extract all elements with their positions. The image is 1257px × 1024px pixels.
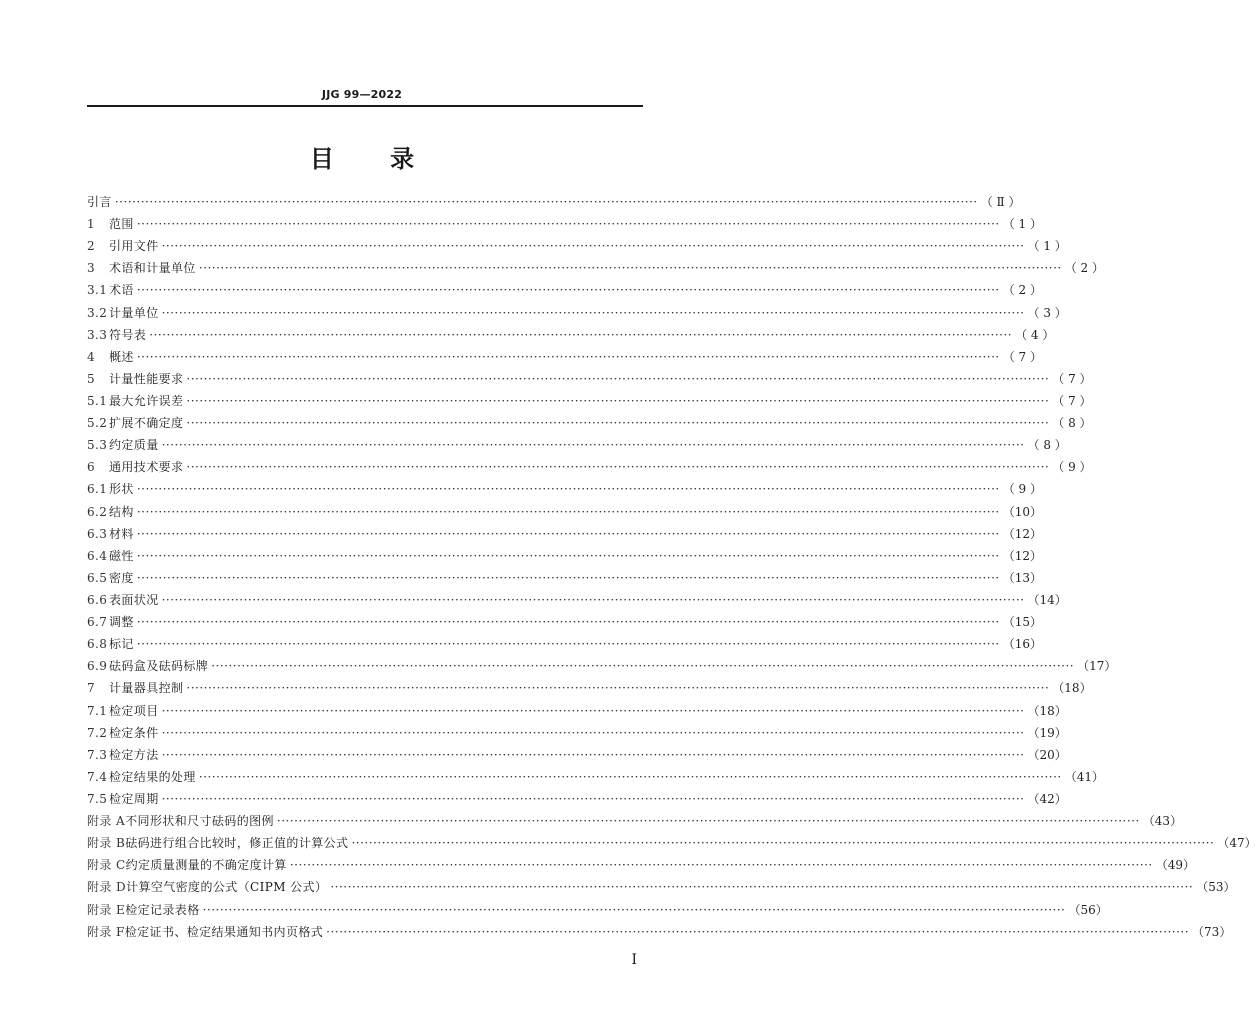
toc-dot-leader: ········································································································································································································	[186, 393, 1050, 408]
toc-entry-number: 2	[87, 239, 96, 254]
document-code: JJG 99—2022	[321, 88, 403, 101]
toc-entry-page: （42）	[1027, 791, 1067, 806]
toc-entry-label: 标记	[109, 637, 134, 652]
toc-entry-label: 砝码进行组合比较时，修正值的计算公式	[125, 836, 349, 851]
toc-entry-title	[87, 677, 183, 699]
toc-entry[interactable]	[87, 501, 1042, 523]
toc-entry-title	[87, 191, 112, 213]
header-rule	[87, 105, 643, 107]
toc-entry-title	[87, 589, 159, 611]
toc-entry-page: （13）	[1002, 570, 1042, 585]
toc-dot-leader: ········································································································································································································	[136, 349, 1000, 364]
toc-dot-leader: ········································································································································································································	[136, 482, 1000, 497]
toc-entry-label: 结构	[109, 504, 134, 519]
toc-dot-leader: ········································································································································································································	[161, 747, 1025, 762]
toc-entry-number: 6.9	[87, 659, 108, 674]
toc-entry-title	[87, 501, 134, 523]
toc-entry-number: 6.6	[87, 592, 108, 607]
toc-entry-title	[87, 633, 134, 655]
toc-entry[interactable]	[87, 257, 1104, 279]
toc-entry-page: （19）	[1027, 725, 1067, 740]
toc-entry-title	[87, 876, 327, 898]
toc-entry-label: 最大允许误差	[109, 393, 184, 408]
toc-dot-leader: ········································································································································································································	[136, 526, 1000, 541]
toc-entry-label: 引言	[87, 195, 112, 209]
toc-dot-leader: ········································································································································································································	[326, 924, 1190, 939]
toc-dot-leader: ········································································································································································································	[211, 659, 1075, 674]
table-of-contents	[87, 191, 1257, 943]
toc-entry[interactable]	[87, 302, 1067, 324]
toc-entry-title	[87, 766, 196, 788]
toc-entry-title	[87, 810, 274, 832]
toc-entry-number: 6	[87, 460, 96, 475]
toc-entry[interactable]	[87, 456, 1092, 478]
toc-entry-page: （10）	[1002, 504, 1042, 519]
toc-entry[interactable]	[87, 766, 1104, 788]
toc-entry[interactable]	[87, 279, 1042, 301]
toc-dot-leader: ········································································································································································································	[136, 548, 1000, 563]
toc-entry-page: （47）	[1217, 836, 1257, 851]
toc-entry[interactable]	[87, 390, 1092, 412]
toc-entry[interactable]	[87, 324, 1055, 346]
toc-entry-title	[87, 456, 183, 478]
toc-dot-leader: ········································································································································································································	[351, 836, 1215, 851]
toc-entry-page: （43）	[1142, 814, 1183, 829]
toc-entry-title	[87, 302, 159, 324]
toc-entry-label: 材料	[109, 526, 134, 541]
toc-entry[interactable]	[87, 213, 1042, 235]
toc-entry-label: 计量器具控制	[109, 681, 184, 696]
toc-entry[interactable]	[87, 611, 1042, 633]
toc-entry-number: 7.2	[87, 725, 108, 740]
toc-entry-page: （18）	[1052, 681, 1092, 696]
toc-entry[interactable]	[87, 854, 1195, 876]
toc-dot-leader: ········································································································································································································	[276, 814, 1140, 829]
toc-entry[interactable]	[87, 523, 1042, 545]
toc-entry-title	[87, 279, 134, 301]
toc-dot-leader: ········································································································································································································	[161, 703, 1025, 718]
toc-entry-number: 1	[87, 217, 96, 232]
toc-entry-label: 检定项目	[109, 703, 159, 718]
toc-entry-page: （ 2 ）	[1064, 261, 1104, 276]
toc-entry-label: 符号表	[109, 327, 147, 342]
toc-entry[interactable]	[87, 545, 1042, 567]
toc-entry-page: （12）	[1002, 526, 1042, 541]
toc-entry-number: 7	[87, 681, 96, 696]
toc-entry-label: 检定条件	[109, 725, 159, 740]
toc-entry-number: 4	[87, 349, 96, 364]
toc-dot-leader: ········································································································································································································	[161, 239, 1025, 254]
toc-entry-label: 砝码盒及砝码标牌	[109, 659, 209, 674]
toc-dot-leader: ········································································································································································································	[161, 592, 1025, 607]
toc-dot-leader: ········································································································································································································	[161, 438, 1025, 453]
toc-entry-title	[87, 368, 183, 390]
toc-entry-title	[87, 434, 159, 456]
toc-entry-number: 7.5	[87, 791, 108, 806]
toc-entry-page: （56）	[1068, 902, 1108, 917]
toc-dot-leader: ········································································································································································································	[136, 283, 1000, 298]
toc-entry-page: （ 8 ）	[1052, 416, 1092, 431]
toc-entry-number: 附录 D	[87, 880, 127, 895]
toc-entry-title	[87, 722, 159, 744]
toc-dot-leader: ········································································································································································································	[149, 327, 1013, 342]
toc-entry-number: 3.1	[87, 283, 108, 298]
toc-entry-number: 5	[87, 371, 96, 386]
toc-entry[interactable]	[87, 899, 1108, 921]
toc-dot-leader: ········································································································································································································	[161, 305, 1025, 320]
toc-entry-number: 7.4	[87, 769, 108, 784]
toc-entry-title	[87, 744, 159, 766]
toc-entry-label: 不同形状和尺寸砝码的图例	[125, 814, 274, 829]
toc-entry-number: 附录 E	[87, 902, 126, 917]
toc-entry-title	[87, 545, 134, 567]
toc-entry-label: 表面状况	[109, 592, 159, 607]
toc-entry-title	[87, 788, 159, 810]
toc-entry[interactable]	[87, 589, 1067, 611]
toc-entry-number: 6.7	[87, 615, 108, 630]
toc-entry[interactable]	[87, 633, 1042, 655]
toc-entry-label: 检定方法	[109, 747, 159, 762]
toc-entry-page: （41）	[1064, 769, 1104, 784]
toc-entry-number: 5.1	[87, 393, 108, 408]
toc-entry[interactable]	[87, 921, 1232, 943]
toc-entry-page: （ 2 ）	[1002, 283, 1042, 298]
toc-entry-number: 6.3	[87, 526, 108, 541]
toc-entry-page: （ Ⅱ ）	[980, 195, 1021, 209]
toc-entry[interactable]	[87, 876, 1236, 898]
toc-entry-label: 约定质量测量的不确定度计算	[125, 858, 287, 873]
toc-entry-label: 计算空气密度的公式（CIPM 公式）	[126, 880, 328, 895]
toc-entry-label: 通用技术要求	[109, 460, 184, 475]
toc-entry-title	[87, 390, 183, 412]
toc-entry[interactable]	[87, 744, 1067, 766]
toc-entry-number: 7.1	[87, 703, 108, 718]
toc-entry-title	[87, 655, 208, 677]
toc-entry-page: （12）	[1002, 548, 1042, 563]
toc-dot-leader: ········································································································································································································	[136, 615, 1000, 630]
toc-dot-leader: ········································································································································································································	[289, 858, 1153, 873]
toc-entry-label: 磁性	[109, 548, 134, 563]
toc-entry-number: 5.2	[87, 416, 108, 431]
toc-entry-number: 附录 F	[87, 924, 125, 939]
toc-entry-page: （ 3 ）	[1027, 305, 1067, 320]
toc-entry-page: （73）	[1192, 924, 1232, 939]
toc-entry[interactable]	[87, 700, 1067, 722]
toc-entry-label: 检定记录表格	[125, 902, 200, 917]
toc-entry-page: （17）	[1077, 659, 1117, 674]
toc-entry-label: 计量性能要求	[109, 371, 184, 386]
toc-entry-number: 6.2	[87, 504, 108, 519]
toc-entry-page: （53）	[1196, 880, 1236, 895]
toc-entry-number: 6.5	[87, 570, 108, 585]
toc-entry-number: 5.3	[87, 438, 108, 453]
toc-entry-page: （ 7 ）	[1052, 371, 1092, 386]
toc-entry[interactable]	[87, 235, 1067, 257]
toc-entry[interactable]	[87, 788, 1067, 810]
toc-entry-label: 引用文件	[109, 239, 159, 254]
page-title: 目 录	[309, 145, 415, 173]
toc-entry-title	[87, 478, 134, 500]
toc-entry-title	[87, 832, 348, 854]
toc-entry-number: 附录 A	[87, 814, 126, 829]
toc-entry-number: 附录 B	[87, 836, 126, 851]
toc-entry-number: 7.3	[87, 747, 108, 762]
toc-entry-page: （16）	[1002, 637, 1042, 652]
toc-entry-label: 范围	[109, 217, 134, 232]
toc-entry-title	[87, 854, 287, 876]
toc-dot-leader: ········································································································································································································	[136, 217, 1000, 232]
toc-dot-leader: ········································································································································································································	[198, 769, 1062, 784]
toc-entry-label: 术语和计量单位	[109, 261, 196, 276]
toc-entry-title	[87, 700, 159, 722]
toc-entry-page: （ 4 ）	[1015, 327, 1055, 342]
toc-entry-label: 形状	[109, 482, 134, 497]
toc-entry-title	[87, 921, 323, 943]
toc-entry-label: 概述	[109, 349, 134, 364]
toc-entry-page: （ 7 ）	[1052, 393, 1092, 408]
toc-entry-title	[87, 567, 134, 589]
toc-entry[interactable]	[87, 677, 1092, 699]
toc-entry[interactable]	[87, 567, 1042, 589]
toc-entry-page: （ 8 ）	[1027, 438, 1067, 453]
toc-entry-page: （18）	[1027, 703, 1067, 718]
toc-entry-number: 6.8	[87, 637, 108, 652]
page-number: I	[631, 952, 637, 968]
toc-dot-leader: ········································································································································································································	[202, 902, 1066, 917]
toc-entry-page: （14）	[1027, 592, 1067, 607]
toc-entry-title	[87, 523, 134, 545]
toc-entry-number: 3	[87, 261, 96, 276]
toc-entry[interactable]	[87, 810, 1183, 832]
toc-entry-page: （ 7 ）	[1002, 349, 1042, 364]
toc-entry-number: 3.3	[87, 327, 108, 342]
toc-entry[interactable]	[87, 412, 1092, 434]
toc-entry-number: 3.2	[87, 305, 108, 320]
toc-entry-title	[87, 346, 134, 368]
toc-entry[interactable]	[87, 434, 1067, 456]
toc-entry-title	[87, 257, 196, 279]
toc-entry-page: （20）	[1027, 747, 1067, 762]
toc-entry-title	[87, 235, 159, 257]
toc-dot-leader: ········································································································································································································	[136, 504, 1000, 519]
toc-entry-label: 调整	[109, 615, 134, 630]
toc-entry-page: （ 9 ）	[1002, 482, 1042, 497]
toc-entry[interactable]	[87, 655, 1117, 677]
toc-entry-page: （ 1 ）	[1002, 217, 1042, 232]
toc-entry-page: （49）	[1155, 858, 1195, 873]
toc-entry-title	[87, 611, 134, 633]
toc-dot-leader: ········································································································································································································	[198, 261, 1062, 276]
toc-dot-leader: ········································································································································································································	[136, 637, 1000, 652]
toc-entry[interactable]	[87, 191, 1021, 213]
toc-entry[interactable]	[87, 346, 1042, 368]
toc-dot-leader: ········································································································································································································	[161, 791, 1025, 806]
toc-entry[interactable]	[87, 368, 1092, 390]
toc-entry-label: 检定证书、检定结果通知书内页格式	[124, 924, 324, 939]
toc-entry-number: 6.4	[87, 548, 108, 563]
toc-entry-title	[87, 412, 183, 434]
toc-entry-label: 检定结果的处理	[109, 769, 196, 784]
toc-dot-leader: ········································································································································································································	[136, 570, 1000, 585]
toc-entry[interactable]	[87, 722, 1067, 744]
toc-entry[interactable]	[87, 478, 1042, 500]
toc-entry-title	[87, 324, 146, 346]
toc-entry-label: 密度	[109, 570, 134, 585]
toc-dot-leader: ········································································································································································································	[330, 880, 1194, 895]
toc-entry-page: （15）	[1002, 615, 1042, 630]
toc-entry-label: 扩展不确定度	[109, 416, 184, 431]
toc-dot-leader: ········································································································································································································	[161, 725, 1025, 740]
toc-entry-label: 术语	[109, 283, 134, 298]
toc-entry-title	[87, 213, 134, 235]
toc-entry-number: 6.1	[87, 482, 108, 497]
toc-entry[interactable]	[87, 832, 1257, 854]
toc-entry-title	[87, 899, 200, 921]
toc-dot-leader: ········································································································································································································	[186, 416, 1050, 431]
toc-dot-leader: ········································································································································································································	[114, 195, 978, 209]
toc-dot-leader: ········································································································································································································	[186, 460, 1050, 475]
toc-dot-leader: ········································································································································································································	[186, 681, 1050, 696]
toc-entry-number: 附录 C	[87, 858, 126, 873]
toc-entry-page: （ 1 ）	[1027, 239, 1067, 254]
toc-entry-page: （ 9 ）	[1052, 460, 1092, 475]
toc-entry-label: 约定质量	[109, 438, 159, 453]
toc-entry-label: 检定周期	[109, 791, 159, 806]
toc-entry-label: 计量单位	[109, 305, 159, 320]
toc-dot-leader: ········································································································································································································	[186, 371, 1050, 386]
